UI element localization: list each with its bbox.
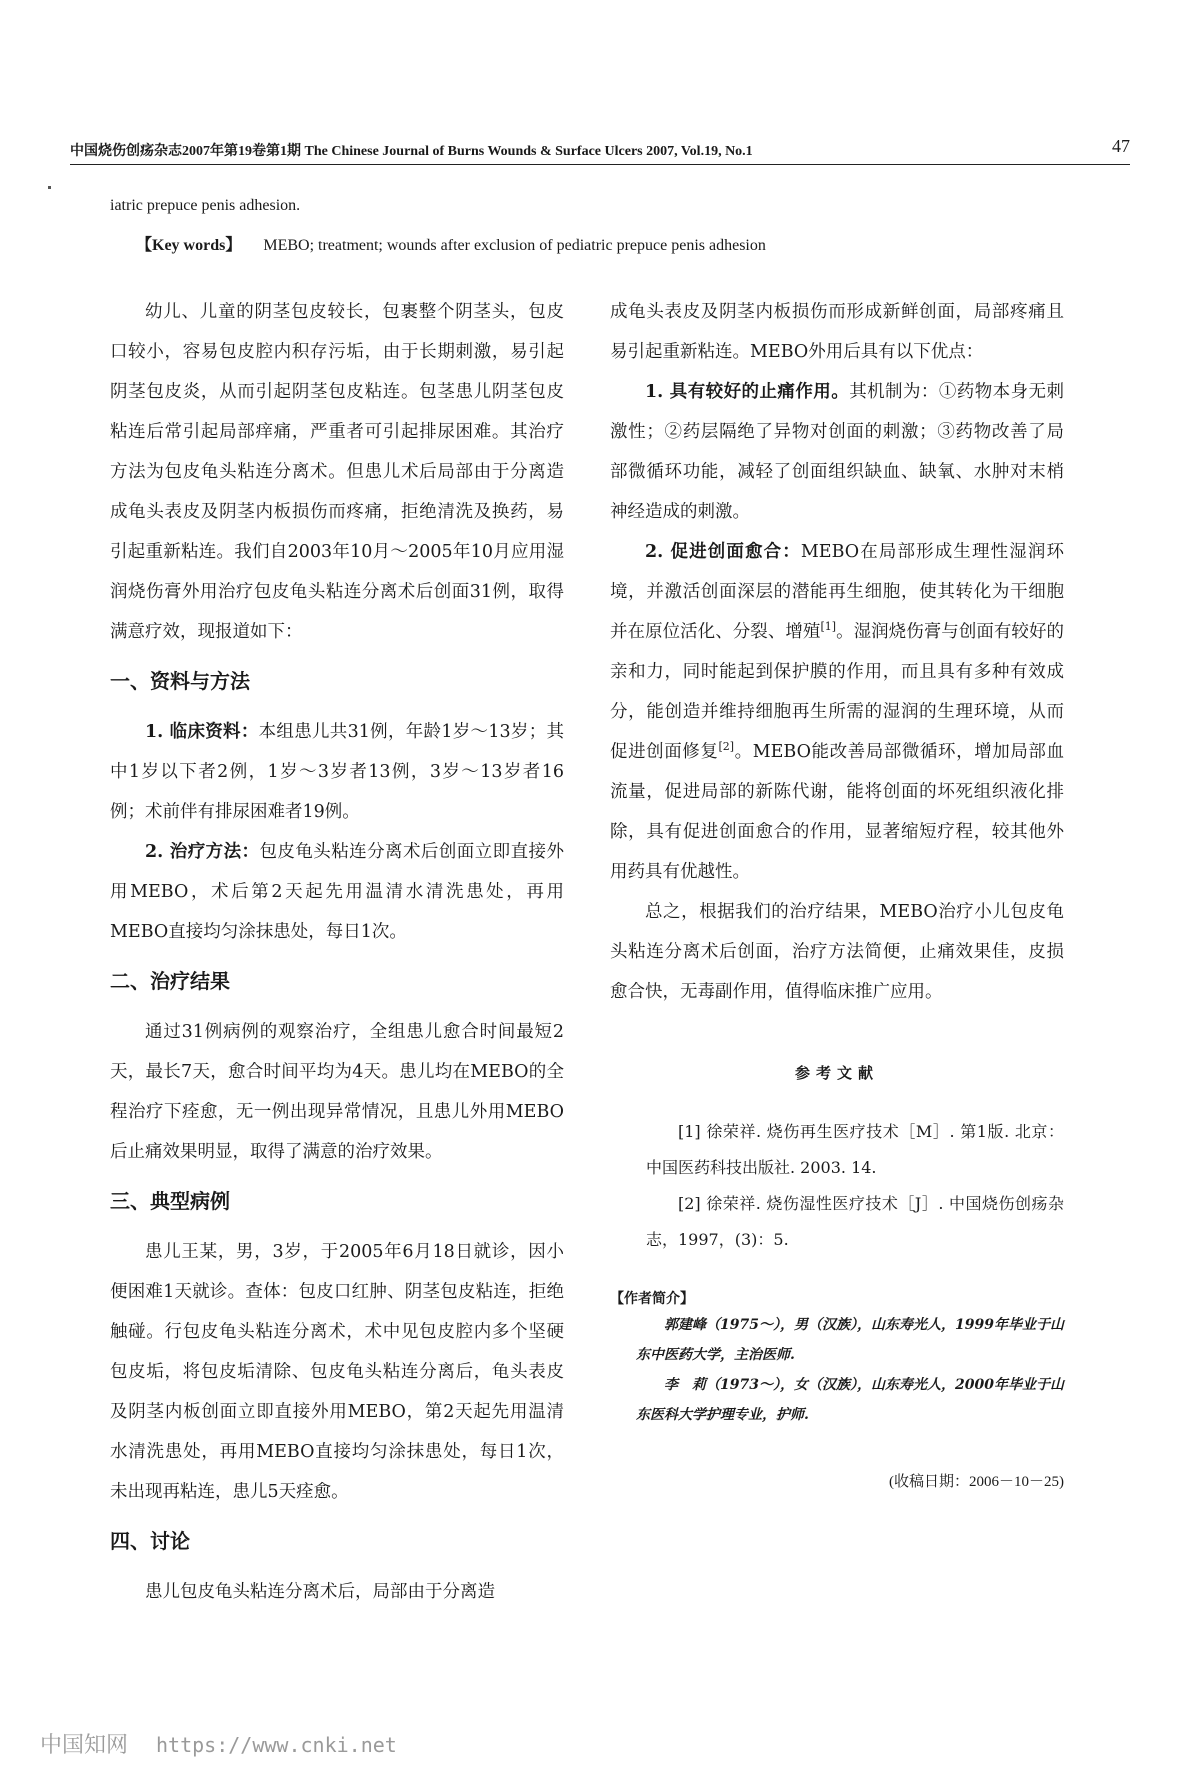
keywords-text: MEBO; treatment; wounds after exclusion of pediatric prepuce penis adhesion xyxy=(263,237,766,254)
citation-1: [1] xyxy=(820,620,837,634)
keywords xyxy=(136,232,766,255)
intro-paragraph: 幼儿、儿童的阴茎包皮较长，包裹整个阴茎头，包皮口较小，容易包皮腔内积存污垢，由于长期刺激，易引起阴茎包皮炎，从而引起阴茎包皮粘连。包茎患儿阴茎包皮粘连后常引起局部痒痛，严重者可引起排尿困难。其治疗方法为包皮龟头粘连分离术。但患儿术后局部由于分离造成龟头表皮及阴茎内板损伤而疼痛，拒绝清洗及换药，易引起重新粘连。我们自2003年10月～2005年10月应用湿润烧伤膏外用治疗包皮龟头粘连分离术后创面31例，取得满意疗效，现报道如下： xyxy=(110,302,564,642)
citation-2: [2] xyxy=(718,740,735,754)
advantage-2-label: 2. 促进创面愈合： xyxy=(645,542,801,562)
advantage-2-paragraph xyxy=(610,532,1064,892)
section-2-title: 二、治疗结果 xyxy=(110,969,230,993)
advantage-2-text-a: MEBO在局部形成生理性湿润环境，并激活创面深层的潜能再生细胞，使其转化为干细胞并在原位活化、分裂、增殖 xyxy=(610,542,1064,642)
clinical-data-paragraph xyxy=(110,712,564,832)
author-bio-1: 郭建峰（1975～），男（汉族），山东寿光人，1999年毕业于山东中医药大学，主治医师. xyxy=(636,1317,1064,1363)
treatment-method-paragraph xyxy=(110,832,564,952)
keywords-label: 【Key words】 xyxy=(136,237,242,254)
case-paragraph: 患儿王某，男，3岁，于2005年6月18日就诊，因小便困难1天就诊。查体：包皮口红肿、阴茎包皮粘连，拒绝触碰。行包皮龟头粘连分离术，术中见包皮腔内多个坚硬包皮垢，将包皮垢清除、包皮龟头粘连分离后，龟头表皮及阴茎内板创面立即直接外用MEBO，第2天起先用温清水清洗患处，再用MEBO直接均匀涂抹患处，每日1次，未出现再粘连，患儿5天痊愈。 xyxy=(110,1242,564,1502)
right-column xyxy=(610,292,1064,1502)
abstract-tail: iatric prepuce penis adhesion. xyxy=(110,197,301,214)
advantage-2-text-b: 。湿润烧伤膏与创面有较好的亲和力，同时能起到保护膜的作用，而且具有多种有效成分，能创造并维持细胞再生所需的湿润的生理环境，从而促进创面修复 xyxy=(610,622,1065,762)
journal-citation: 中国烧伤创疡杂志2007年第19卷第1期 The Chinese Journal of Burns Wounds & Surface Ulcers 2007, Vol.19, No.1 xyxy=(70,144,753,159)
cnki-brand: 中国知网 xyxy=(40,1733,129,1758)
advantage-1-text: 其机制为：①药物本身无刺激性；②药层隔绝了异物对创面的刺激；③药物改善了局部微循环功能，减轻了创面组织缺血、缺氧、水肿对末梢神经造成的刺激。 xyxy=(610,382,1064,522)
section-3-title: 三、典型病例 xyxy=(110,1189,230,1213)
discussion-paragraph: 患儿包皮龟头粘连分离术后，局部由于分离造 xyxy=(145,1582,495,1602)
clinical-data-label: 1. 临床资料： xyxy=(145,722,259,742)
cnki-watermark xyxy=(40,1728,397,1759)
treatment-method-text: 包皮龟头粘连分离术后创面立即直接外用MEBO，术后第2天起先用温清水清洗患处，再用MEBO直接均匀涂抹患处，每日1次。 xyxy=(110,842,564,942)
advantage-2-text-c: 。MEBO能改善局部微循环，增加局部血流量，促进局部的新陈代谢，能将创面的坏死组织液化排除，具有促进创面愈合的作用，显著缩短疗程，较其他外用药具有优越性。 xyxy=(610,742,1065,882)
results-paragraph: 通过31例病例的观察治疗，全组患儿愈合时间最短2天，最长7天，愈合时间平均为4天。患儿均在MEBO的全程治疗下痊愈，无一例出现异常情况，且患儿外用MEBO后止痛效果明显，取得了满意的治疗效果。 xyxy=(110,1022,564,1162)
discussion-continued: 成龟头表皮及阴茎内板损伤而形成新鲜创面，局部疼痛且易引起重新粘连。MEBO外用后具有以下优点： xyxy=(610,302,1064,362)
advantage-1-paragraph xyxy=(610,372,1064,532)
author-bio-2: 李 莉（1973～），女（汉族），山东寿光人，2000年毕业于山东医科大学护理专业，护师. xyxy=(636,1377,1064,1423)
reference-1: [1] 徐荣祥. 烧伤再生医疗技术［M］. 第1版. 北京：中国医药科技出版社. 2003. 14. xyxy=(646,1122,1064,1177)
left-column xyxy=(110,292,564,1612)
running-header xyxy=(70,136,1130,165)
section-4-title: 四、讨论 xyxy=(110,1529,190,1553)
received-date: (收稿日期：2006－10－25) xyxy=(889,1474,1064,1490)
page-number: 47 xyxy=(1112,136,1130,156)
advantage-1-label: 1. 具有较好的止痛作用。 xyxy=(645,382,850,402)
author-bio-title: 【作者简介】 xyxy=(610,1291,694,1307)
references-title: 参考文献 xyxy=(794,1064,879,1082)
clinical-data-text: 本组患儿共31例，年龄1岁～13岁；其中1岁以下者2例，1岁～3岁者13例，3岁～13岁者16例；术前伴有排尿困难者19例。 xyxy=(110,722,564,822)
treatment-method-label: 2. 治疗方法： xyxy=(145,842,260,862)
cnki-url: https://www.cnki.net xyxy=(156,1733,397,1757)
reference-2: [2] 徐荣祥. 烧伤湿性医疗技术［J］. 中国烧伤创疡杂志，1997，(3)：5. xyxy=(646,1194,1064,1249)
conclusion-paragraph: 总之，根据我们的治疗结果，MEBO治疗小儿包皮龟头粘连分离术后创面，治疗方法简便，止痛效果佳，皮损愈合快，无毒副作用，值得临床推广应用。 xyxy=(610,902,1064,1002)
section-1-title: 一、资料与方法 xyxy=(110,669,250,693)
margin-dot xyxy=(48,186,51,189)
